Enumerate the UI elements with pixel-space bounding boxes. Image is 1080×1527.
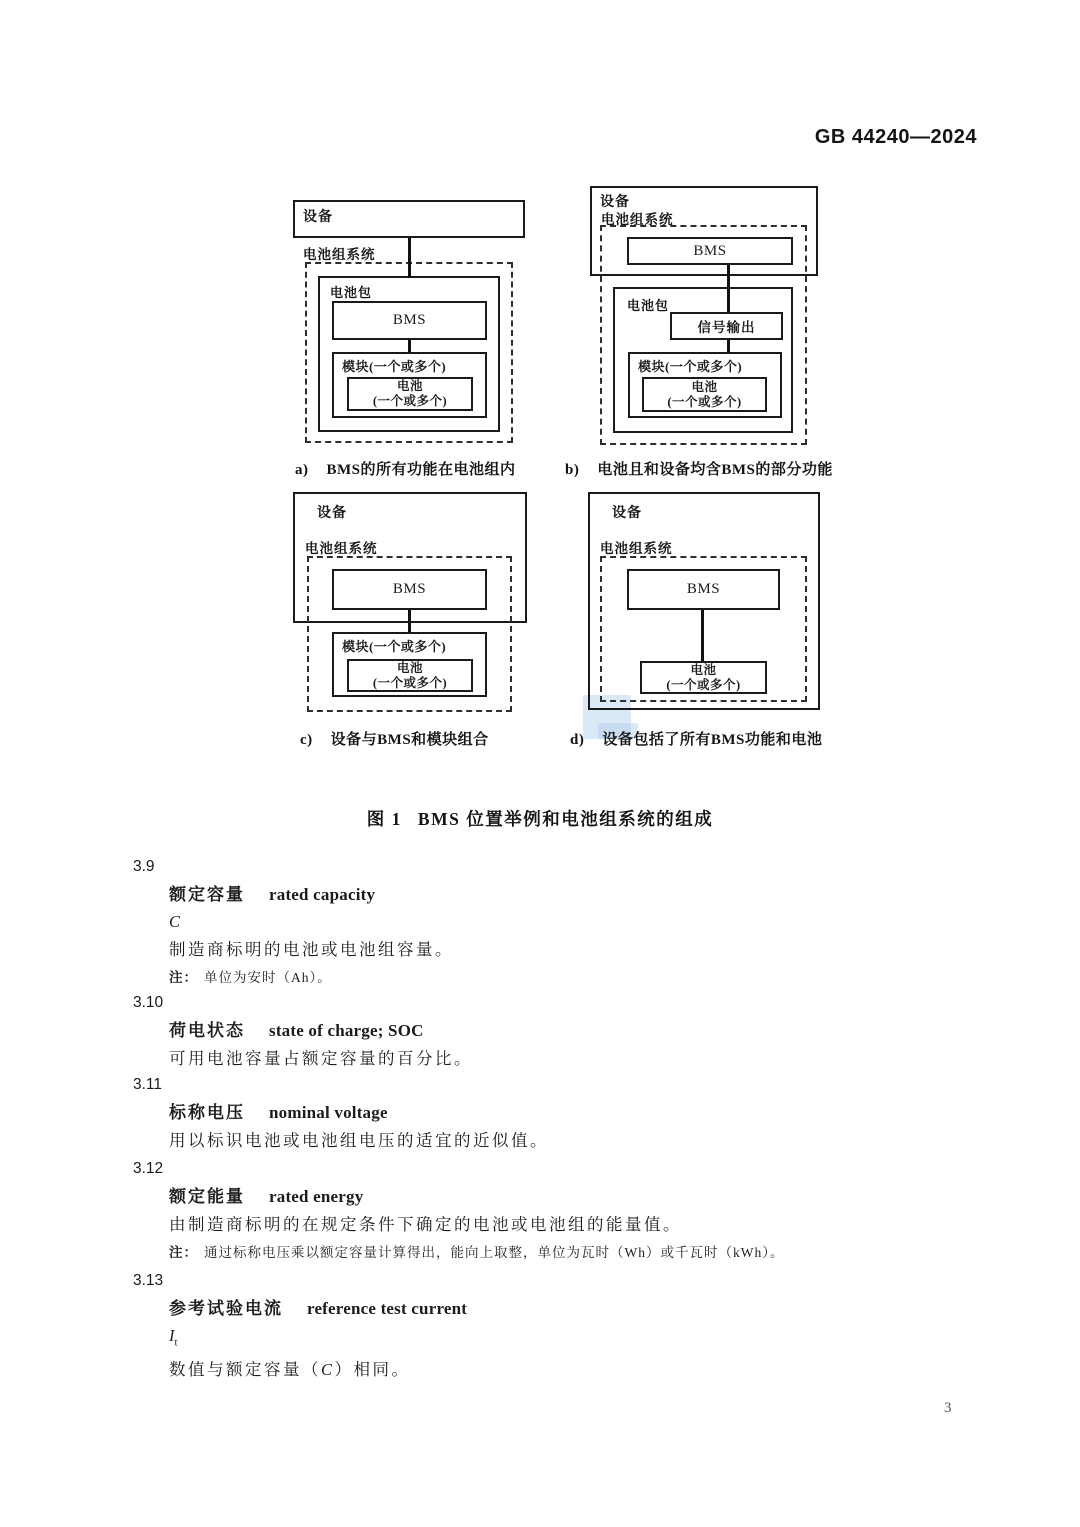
d-bms-box <box>627 569 780 610</box>
d-device-label: 设备 <box>612 506 642 521</box>
d-caption: d) 设备包括了所有BMS功能和电池 <box>570 732 823 748</box>
c-device-label: 设备 <box>317 506 347 521</box>
section-3-12 <box>133 1160 953 1262</box>
c-caption: c) 设备与BMS和模块组合 <box>300 732 489 748</box>
definition: 数值与额定容量（C）相同。 <box>169 1360 411 1380</box>
clause-number: 3.9 <box>133 858 155 875</box>
c-connector-bms-module <box>408 608 411 634</box>
term-line: 参考试验电流 reference test current <box>169 1299 468 1318</box>
a-caption: a) BMS的所有功能在电池组内 <box>295 462 516 478</box>
a-connector-device-pack <box>408 238 411 278</box>
b-cell-label: 电池 (一个或多个) <box>667 379 742 409</box>
b-system-label: 电池组系统 <box>601 212 674 227</box>
b-signal-box <box>670 312 783 340</box>
a-bms-box <box>332 301 487 340</box>
d-connector-bms-cell <box>701 608 704 663</box>
term-line: 额定能量 rated energy <box>169 1187 364 1206</box>
clause-number: 3.12 <box>133 1160 164 1177</box>
d-cell-label: 电池 (一个或多个) <box>666 662 741 692</box>
symbol-line: C <box>169 912 181 931</box>
section-3-13 <box>133 1272 953 1388</box>
d-cell-box <box>640 661 767 694</box>
a-device-label: 设备 <box>303 210 333 225</box>
clause-number: 3.10 <box>133 994 164 1011</box>
a-cell-label: 电池 (一个或多个) <box>372 379 448 408</box>
b-signal-label: 信号输出 <box>697 320 756 335</box>
clause-number: 3.11 <box>133 1076 163 1093</box>
section-3-9 <box>133 858 953 987</box>
b-module-label: 模块(一个或多个) <box>638 359 743 374</box>
d-system-label: 电池组系统 <box>600 541 673 556</box>
term-line: 荷电状态 state of charge; SOC <box>169 1021 424 1040</box>
figure-1 <box>0 185 1080 775</box>
a-bms-label: BMS <box>392 312 427 328</box>
term-line: 额定容量 rated capacity <box>169 885 376 904</box>
clause-number: 3.13 <box>133 1272 164 1289</box>
b-caption: b) 电池且和设备均含BMS的部分功能 <box>565 462 833 478</box>
doc-number: GB 44240—2024 <box>814 126 977 148</box>
definition: 可用电池容量占额定容量的百分比。 <box>169 1049 473 1068</box>
note: 注： 单位为安时（Ah）。 <box>169 970 332 985</box>
definition: 用以标识电池或电池组电压的适宜的近似值。 <box>169 1131 549 1150</box>
b-device-label: 设备 <box>600 195 630 210</box>
c-bms-box <box>332 569 487 610</box>
note: 注： 通过标称电压乘以额定容量计算得出，能向上取整，单位为瓦时（Wh）或千瓦时（kWh）。 <box>169 1245 785 1260</box>
c-bms-label: BMS <box>392 581 427 597</box>
term-line: 标称电压 nominal voltage <box>169 1103 388 1122</box>
a-system-label: 电池组系统 <box>303 247 376 262</box>
symbol-line: $I_t$ <box>169 1326 178 1349</box>
b-pack-label: 电池包 <box>627 298 670 313</box>
section-3-10 <box>133 994 953 1077</box>
page-number: 3 <box>944 1400 952 1416</box>
a-device-box <box>293 200 525 238</box>
definition: 制造商标明的电池或电池组容量。 <box>169 940 454 959</box>
b-cell-box <box>642 377 767 412</box>
d-bms-label: BMS <box>686 581 721 597</box>
b-bms-label: BMS <box>693 242 727 259</box>
c-module-label: 模块(一个或多个) <box>342 639 447 654</box>
definition: 由制造商标明的在规定条件下确定的电池或电池组的能量值。 <box>169 1215 682 1234</box>
c-cell-label: 电池 (一个或多个) <box>372 660 448 690</box>
a-module-label: 模块(一个或多个) <box>342 359 447 374</box>
c-cell-box <box>347 659 473 692</box>
figure-caption: 图 1 BMS 位置举例和电池组系统的组成 <box>366 809 714 829</box>
b-connector-bms-signal <box>727 264 730 314</box>
c-system-label: 电池组系统 <box>305 541 378 556</box>
section-3-11 <box>133 1076 953 1159</box>
a-cell-box <box>347 377 473 411</box>
a-pack-label: 电池包 <box>330 285 373 300</box>
b-bms-box <box>627 237 793 265</box>
